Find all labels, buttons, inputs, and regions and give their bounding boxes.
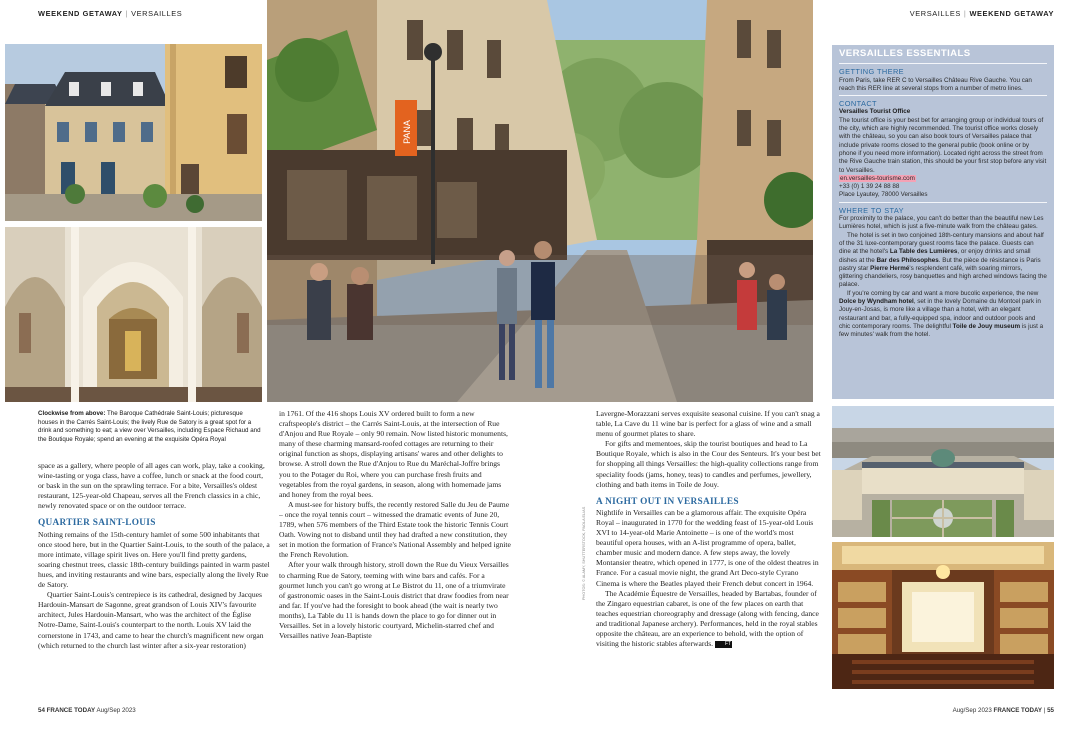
subsection-label: VERSAILLES [131,9,183,18]
photo-rue-de-satory [267,0,813,402]
venue-name: La Table des Lumières [889,248,958,256]
section-heading-quartier-saint-louis: QUARTIER SAINT-LOUIS [38,518,156,529]
magazine-name: FRANCE TODAY [993,707,1043,714]
stay-paragraph-3: If you're coming by car and want a more bucolic experience, the new Dolce by Wyndham hotel, set in the lovely Domaine du Montcel park in Jouy-en-Josas, is more like a village than a hotel, with an elegant restaurant and bar, a fully-equipped spa, indoor and outdoor pools and chic contemporary rooms. The delightful Toile de Jouy museum is just a few minutes' walk from the hotel. [839,289,1044,339]
contact-heading: CONTACT [839,99,877,109]
article-column-3 [596,409,822,701]
page-number: 55 [1047,707,1054,714]
article-column-2 [279,409,511,701]
article-paragraph: For gifts and mementoes, skip the tourist boutiques and head to La Boutique Royale, which is also in the Cour des Senteurs. It's your best bet for shopping all things Versailles: the high-quality collections range from speciality foods (jams, honey, teas) to candles and perfumes, jewellery, clothing and bath items in Toile de Jouy. [596,439,821,489]
contact-name: Versailles Tourist Office [839,108,911,116]
caption-lead: Clockwise from above: [38,410,106,417]
stay-paragraph-1: For proximity to the palace, you can't do better than the beautiful new Les Lumières hotel, which is just a five-minute walk from the château gates. [839,215,1044,231]
running-header-right [910,9,1054,18]
article-paragraph: A must-see for history buffs, the recently restored Salle du Jeu de Paume – once the royal tennis court – witnessed the dramatic events of June 20, 1789, when 576 members of the Third Estate took the historic Tennis Court Oath. Vowing not to disband until they had drafted a new constitution, they set in motion the formation of France's National Assembly and helped ignite the French Revolution. [279,499,511,560]
divider [839,63,1047,64]
photo-saint-louis-houses [5,44,262,221]
magazine-name: FRANCE TODAY [46,707,96,714]
article-column-1 [38,461,270,701]
venue-name: Bar des Philosophes [876,256,939,264]
tourist-office-link[interactable]: en.versailles-tourisme.com [840,174,915,182]
photo-versailles-aerial [832,406,1054,537]
photo-caption [38,410,264,444]
essentials-title-bold: VERSAILLES [839,48,904,59]
article-paragraph: space as a gallery, where people of all ages can work, play, take a cooking, wine-tasting or yoga class, have a coffee, lunch or snack at the food court, or bask in the sun on the sprawling terrace. For a bite, Versailles's oldest restaurant, 125-year-old Chapeau, serves all the French classics in a chic, newly renovated space or on the outdoor terrace. [38,461,265,511]
venue-name: Toile de Jouy museum [952,322,1021,330]
section-heading-night-out: A NIGHT OUT IN VERSAILLES [596,496,739,507]
article-paragraph: After your walk through history, stroll down the Rue du Vieux Versailles to charming Rue de Satory, teeming with wine bars and cafés. For a gourmet lunch you can't go wrong at Le Bistrot du 11, one of a triumvirate of gastronomic oases in the Saint-Louis district that draw foodies from near and far. If you've had the foresight to book ahead (the wait is nearly two months), La Table du 11 is hands down the place to go for dinner out in Versailles. Set in a lovely historic courtyard, Michelin-starred chef and Versailles native Jean-Baptiste [279,560,509,641]
shop-sign-text: PANA [402,120,412,144]
end-of-article-mark: FT [715,641,732,648]
section-label: WEEKEND GETAWAY [38,9,123,18]
page-number: 54 [38,707,45,714]
issue-date: Aug/Sep 2023 [96,707,136,714]
caption-text: The Baroque Cathédrale Saint-Louis; picturesque houses in the Carrés Saint-Louis; the lively Rue de Satory is a great spot for a drink and something to eat; a view over Versailles, including Espace Richaud and the Boutique Royale; spend an evening at the exquisite Opéra Royal [38,410,261,443]
getting-there-heading: GETTING THERE [839,67,905,77]
paragraph-text: The Académie Équestre de Versailles, headed by Bartabas, founder of the Zingaro equestrian cabaret, is one of the few places on earth that teaches equestrian choreography and dressage (along with fencing, dance and traditional Japanese archery). Performances, held in the royal stables opposite the château, are an experience to behold, with the option of visiting the historic stables afterwards. [596,588,819,649]
stay-paragraph-2: The hotel is set in two conjoined 18th-century mansions and about half of the 31 luxe-contemporary guest rooms face the palace. Guests can dine at the hotel's La Table des Lumières, or enjoy drinks and small dishes at the Bar des Philosophes. But the pièce de résistance is Paris pastry star Pierre Hermé's resplendent café, with soaring mirrors, glittering chandeliers, rosy banquettes and high arched windows facing the palace. [839,231,1047,289]
article-paragraph: Quartier Saint-Louis's centrepiece is its cathedral, designed by Jacques Hardouin-Mansart de Sagonne, great grandson of Louis XIV's favourite architect, Jules Hardouin-Mansart, who was the architect of the Église Notre-Dame, Saint-Louis's counterpart to the north. Louis XV laid the cornerstone in 1743, and came to hear the church's magnificent new organ (which returned to the church last winter after a six-year restoration) [38,590,264,650]
article-paragraph: Lavergne-Morazzani serves exquisite seasonal cuisine. If you can't snag a table, La Cave du 11 wine bar is perfect for a glass of wine and a small menu of gourmet plates to share. [596,409,820,439]
page-footer-right: Aug/Sep 2023 FRANCE TODAY | 55 [952,707,1054,714]
article-paragraph: Nightlife in Versailles can be a glamorous affair. The exquisite Opéra Royal – inaugurated in 1770 for the wedding feast of 15-year-old Louis XVI to 14-year-old Marie Antoinette – is one of the world's most beautiful opera houses, with an A-list programme of opera, ballet, chamber music and modern dance. A few steps away, the lovely Montansier theatre, which opened in 1777, is one of the oldest theatres in France. For a casual movie night, the grand Art Deco-style Cyrano Cinema is where the Beatles played their French debut concert in 1964. [596,507,819,588]
photo-credit: PHOTOS: © ALAMY, SHUTTERSTOCK, PAOLA ELIAS [582,506,586,600]
essentials-title [839,50,1047,58]
article-paragraph [596,589,822,650]
divider [839,202,1047,203]
contact-phone: +33 (0) 1 39 24 88 88 [839,183,900,191]
page-footer-left [38,707,136,714]
header-separator: | [125,9,129,18]
venue-name: Pierre Hermé [870,264,910,272]
where-to-stay-heading: WHERE TO STAY [839,205,905,215]
article-paragraph: in 1761. Of the 416 shops Louis XV ordered built to form a new craftspeople's district – the Carrés Saint-Louis, at the intersection of Rue d'Anjou and Rue Royale – only 90 remain. Now listed historic monuments, many of these charming mansard-roofed cottages are returning to their original function as shops, displaying artisans' wares and other delights to browse. A stroll down the Rue d'Anjou to Rue du Maréchal-Joffre brings you to the Potager du Roi, where you can purchase fresh fruits and vegetables from the royal gardens, in season, along with homemade jams and honey from the royal bees. [279,409,508,499]
article-paragraph: Nothing remains of the 15th-century hamlet of some 500 inhabitants that once stood here, but in the Quartier Saint-Louis, to the south of the palace, a more intimate, village spirit lives on. Here you'll find pretty gardens, soaring chestnut trees, classic 18th-century buildings painted in warm pastel hues, and inviting restaurants and wine bars, especially along the lively Rue de Satory. [38,529,270,590]
essentials-title-rest: ESSENTIALS [906,48,971,59]
venue-name: Dolce by Wyndham hotel [839,298,914,306]
photo-cathedrale-saint-louis [5,227,262,402]
issue-date: Aug/Sep 2023 [952,707,992,714]
section-label: WEEKEND GETAWAY [969,9,1054,18]
contact-address: Place Lyautey, 78000 Versailles [839,191,928,199]
divider [839,95,1047,96]
getting-there-text: From Paris, take RER C to Versailles Château Rive Gauche. You can reach this RER line at several stops from a number of metro lines. [839,76,1032,92]
subsection-label: VERSAILLES [909,9,961,18]
photo-opera-royal [832,542,1054,689]
contact-text: The tourist office is your best bet for arranging group or individual tours of the city, which are highly recommended. The tourist office works closely with the château, so you can also book tours of Versailles palace that include private rooms closed to the general public (book online or by phone if you need more information). Located right across the street from the Rive Gauche train station, this should be your first stop before any visit to Versailles. [839,116,1047,174]
running-header-left [38,9,182,18]
versailles-essentials-box [832,45,1054,399]
header-separator: | [963,9,967,18]
